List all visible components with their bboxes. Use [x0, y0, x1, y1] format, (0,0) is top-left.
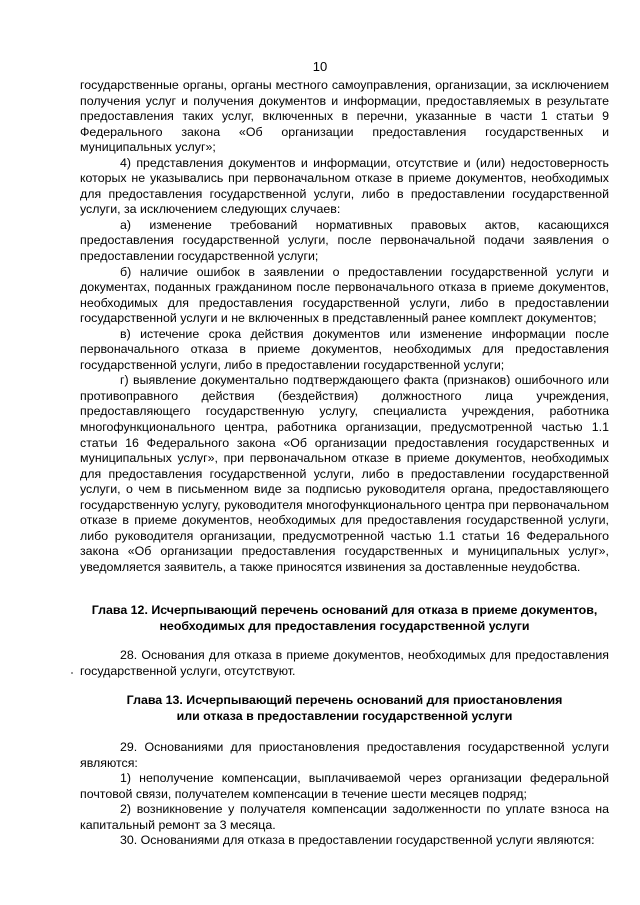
paragraph: в) истечение срока действия документов или изменение информации после первоначального отказа в приеме документов, необходимых для предоставления государственной услуги, либо в предоставлении государственной услуги; — [80, 326, 609, 372]
paragraph: 29. Основаниями для приостановления предоставления государственной услуги являются: — [80, 740, 609, 770]
section-paragraph-28 — [80, 648, 609, 679]
paragraph: государственные органы, органы местного самоуправления, организации, за исключением получения услуг и получения документов и информации, предоставляемых в результате предоставления таких услуг, включенных в перечни, указанные в части 1 статьи 9 Федерального закона «Об организации предоставления государственных и муниципальных услуг»; — [80, 78, 609, 155]
chapter-13-title-line2: или отказа в предоставлении государственной услуги — [176, 708, 513, 723]
chapter-12-title-line1: Глава 12. Исчерпывающий перечень оснований для отказа в приеме документов, — [91, 603, 598, 617]
section-conditions — [80, 78, 609, 576]
paragraph: 30. Основаниями для отказа в предоставлении государственной услуги являются: — [120, 833, 595, 848]
paragraph: г) выявление документально подтверждающего факта (признаков) ошибочного или противоправного действия (бездействия) должностного лица учреждения, предоставляющего государственную услугу, специалиста учреждения, работника многофункционального центра, работника организации, предусмотренной частью 1.1 статьи 16 Федерального закона «Об организации предоставления государственных и муниципальных услуг», при первоначальном отказе в приеме документов, необходимых для предоставления государственной услуги, либо в предоставлении государственной услуги, о чем в письменном виде за подписью руководителя органа, предоставляющего государственную услугу, руководителя многофункционального центра при первоначальном отказе в приеме документов, необходимых для предоставления государственной услуги, либо руководителя организации, предусмотренной частью 1.1 статьи 16 Федерального закона «Об организации предоставления государственных и муниципальных услуг», уведомляется заявитель, а также приносятся извинения за доставленные неудобства. — [80, 373, 609, 574]
chapter-13-heading — [80, 693, 609, 724]
chapter-12-title-line2: необходимых для предоставления государственной услуги — [159, 618, 530, 633]
paragraph: б) наличие ошибок в заявлении о предоставлении государственной услуги и документах, поданных гражданином после первоначального отказа в приеме документов, необходимых для предоставления государственной услуги, либо в предоставлении государственной услуги и не включенных в представленный ранее комплект документов; — [80, 264, 609, 326]
paragraph: 28. Основания для отказа в приеме документов, необходимых для предоставления государственной услуги, отсутствуют. — [80, 648, 609, 678]
scan-speck — [71, 672, 73, 674]
paragraph: а) изменение требований нормативных правовых актов, касающихся предоставления государственной услуги, после первоначальной подачи заявления о предоставлении государственной услуги; — [80, 217, 609, 264]
paragraph: 1) неполучение компенсации, выплачиваемой через организации федеральной почтовой связи, получателем компенсации в течение шести месяцев подряд; — [80, 771, 609, 801]
paragraph: 2) возникновение у получателя компенсации задолженности по уплате взноса на капитальный ремонт за 3 месяца. — [80, 802, 609, 832]
chapter-13-title-line1: Глава 13. Исчерпывающий перечень оснований для приостановления — [126, 693, 563, 707]
section-paragraphs-29-30 — [80, 740, 609, 849]
chapter-12-heading — [80, 603, 609, 634]
paragraph: 4) представления документов и информации, отсутствие и (или) недостоверность которых не указывались при первоначальном отказе в приеме документов, необходимых для предоставления государственной услуги, либо в предоставлении государственной услуги, за исключением следующих случаев: — [80, 155, 609, 217]
page-number: 10 — [312, 59, 328, 74]
